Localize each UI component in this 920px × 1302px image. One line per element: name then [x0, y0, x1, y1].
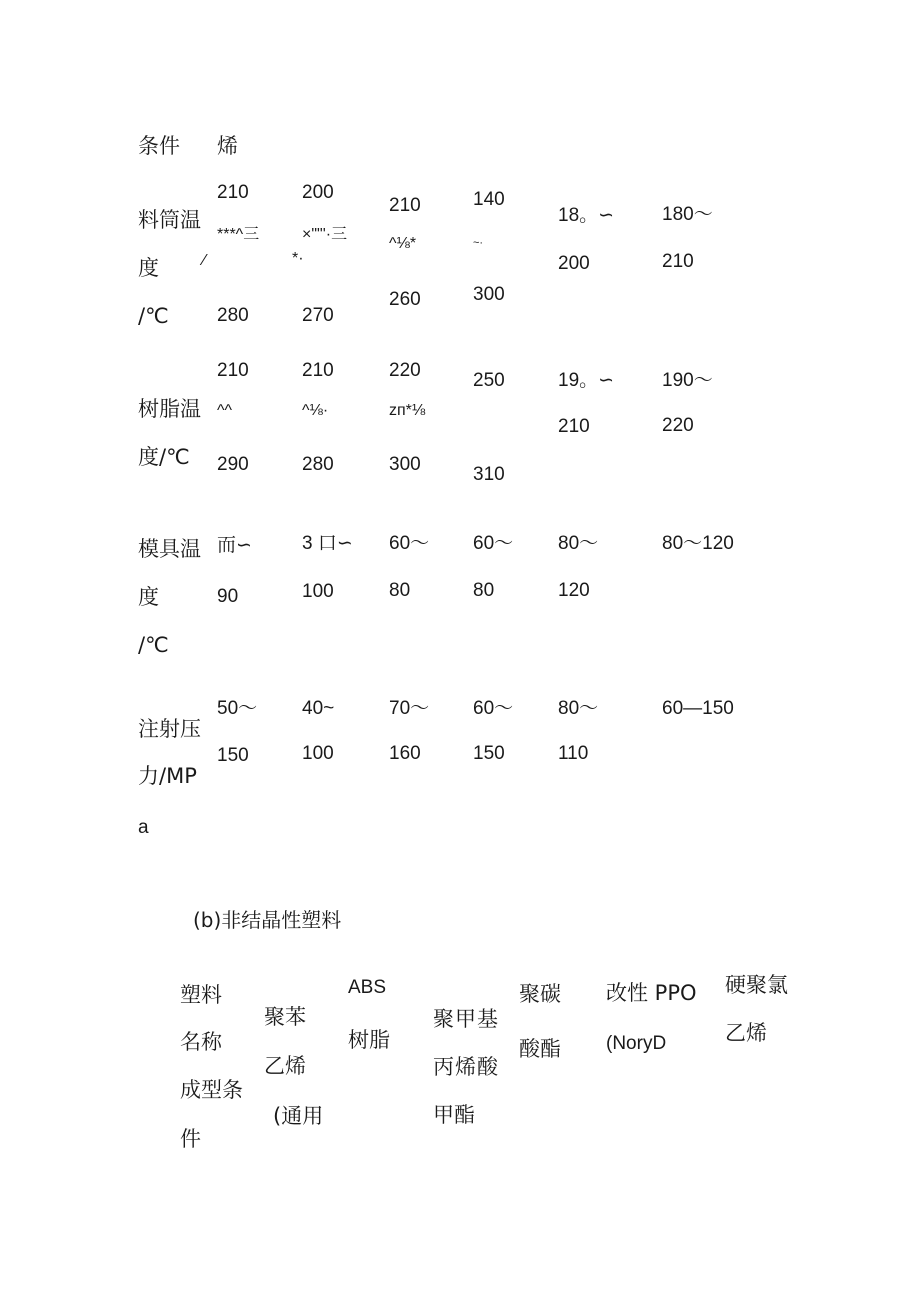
row3-c5-l1: 80～ [558, 533, 599, 554]
row4-c1-l2: 150 [217, 745, 249, 766]
b-h4-l1: 聚甲基 [433, 1007, 499, 1031]
row2-c2-l1: 210 [302, 360, 334, 381]
row1-label-line2: 度 [138, 256, 159, 280]
header-col1: 烯 [217, 134, 238, 158]
row4-c3-l1: 70～ [389, 698, 430, 719]
row4-c6-l1: 60—150 [662, 698, 734, 719]
row1-c5-l2: 200 [558, 253, 590, 274]
row1-c1-l2: ***^三 [217, 226, 260, 243]
row1-c4-l1: 140 [473, 189, 505, 210]
row1-c2-l4: 270 [302, 305, 334, 326]
header-label: 条件 [138, 134, 180, 158]
row3-c3-l1: 60～ [389, 533, 430, 554]
row1-label-line1: 料筒温 [138, 208, 201, 232]
row1-c1-l3: ∕ [203, 252, 206, 269]
row1-c3-l3: 260 [389, 289, 421, 310]
b-h7-l2: 乙烯 [725, 1021, 767, 1045]
row4-c5-l1: 80～ [558, 698, 599, 719]
b-h6-l2: (NoryD [606, 1033, 667, 1054]
row3-c4-l2: 80 [473, 580, 495, 601]
row2-c3-l2: zᴨ*⅛ [389, 402, 426, 419]
row4-c5-l2: 110 [558, 743, 589, 764]
row3-c3-l2: 80 [389, 580, 411, 601]
row2-c2-l3: 280 [302, 454, 334, 475]
b-h1-l4: 件 [180, 1127, 201, 1151]
row1-c2-l2: ×""'·三 [302, 226, 348, 243]
b-h1-l3: 成型条 [180, 1078, 243, 1102]
row2-c1-l1: 210 [217, 360, 249, 381]
b-h7-l1: 硬聚氯 [725, 973, 788, 997]
row3-c2-l2: 100 [302, 581, 334, 602]
row3-c1-l2: 90 [217, 586, 239, 607]
row1-c3-l2: ^⅛* [389, 235, 417, 252]
row2-c6-l2: 220 [662, 415, 694, 436]
b-h5-l1: 聚碳 [519, 982, 561, 1006]
b-h4-l3: 甲酯 [433, 1103, 475, 1127]
b-h3-l2: 树脂 [348, 1028, 390, 1052]
section-b-title: (b)非结晶性塑料 [193, 908, 342, 932]
row1-c1-l4: 280 [217, 305, 249, 326]
row1-c6-l1: 180～ [662, 204, 713, 225]
row1-c6-l2: 210 [662, 251, 694, 272]
b-h2-l1: 聚苯 [264, 1005, 306, 1029]
row2-c1-l3: 290 [217, 454, 249, 475]
row4-c3-l2: 160 [389, 743, 421, 764]
row4-c4-l1: 60～ [473, 698, 514, 719]
row1-c3-l1: 210 [389, 195, 421, 216]
row2-c4-l1: 250 [473, 370, 505, 391]
row3-label-line3: /℃ [138, 633, 169, 657]
row1-c5-l1: 18。∽ [558, 205, 615, 226]
row2-c6-l1: 190～ [662, 370, 713, 391]
row2-c3-l3: 300 [389, 454, 421, 475]
b-h5-l2: 酸酯 [519, 1037, 561, 1061]
row1-c4-l3: 300 [473, 284, 505, 305]
b-h6-l1: 改性 PPO [606, 981, 697, 1005]
b-h3-l1: ABS [348, 977, 387, 998]
b-h4-l2: 丙烯酸 [433, 1055, 499, 1079]
row2-c3-l1: 220 [389, 360, 421, 381]
row2-label-line2: 度/℃ [138, 445, 190, 469]
row3-c5-l2: 120 [558, 580, 590, 601]
row1-label-line3: /℃ [138, 304, 169, 328]
row3-label-line2: 度 [138, 585, 159, 609]
b-h1-l1: 塑料 [180, 983, 222, 1007]
row3-c2-l1: 3 口∽ [302, 533, 353, 554]
row4-c2-l2: 100 [302, 743, 334, 764]
row2-label-line1: 树脂温 [138, 397, 201, 421]
row3-c1-l1: 而∽ [217, 535, 252, 556]
row3-label-line1: 模具温 [138, 537, 201, 561]
row2-c5-l2: 210 [558, 416, 590, 437]
row1-c4-l2: ~· [473, 237, 484, 249]
row4-c2-l1: 40~ [302, 698, 335, 719]
row2-c2-l2: ^⅛· [302, 402, 329, 419]
row4-c4-l2: 150 [473, 743, 505, 764]
row4-label-line1: 注射压 [138, 717, 201, 741]
row4-label-line2: 力/MP [138, 764, 197, 788]
row1-c1-l1: 210 [217, 182, 249, 203]
b-h1-l2: 名称 [180, 1030, 222, 1054]
b-h2-l3: (通用 [273, 1104, 324, 1128]
row4-label-line3: a [138, 817, 149, 838]
row1-c2-l1: 200 [302, 182, 334, 203]
row2-c1-l2: ^^ [217, 402, 233, 419]
row2-c5-l1: 19。∽ [558, 370, 615, 391]
b-h2-l2: 乙烯 [264, 1054, 306, 1078]
row1-c2-l3: *· [292, 250, 304, 267]
row2-c4-l2: 310 [473, 464, 505, 485]
row4-c1-l1: 50～ [217, 698, 258, 719]
row3-c6-l1: 80～120 [662, 533, 734, 554]
row3-c4-l1: 60～ [473, 533, 514, 554]
